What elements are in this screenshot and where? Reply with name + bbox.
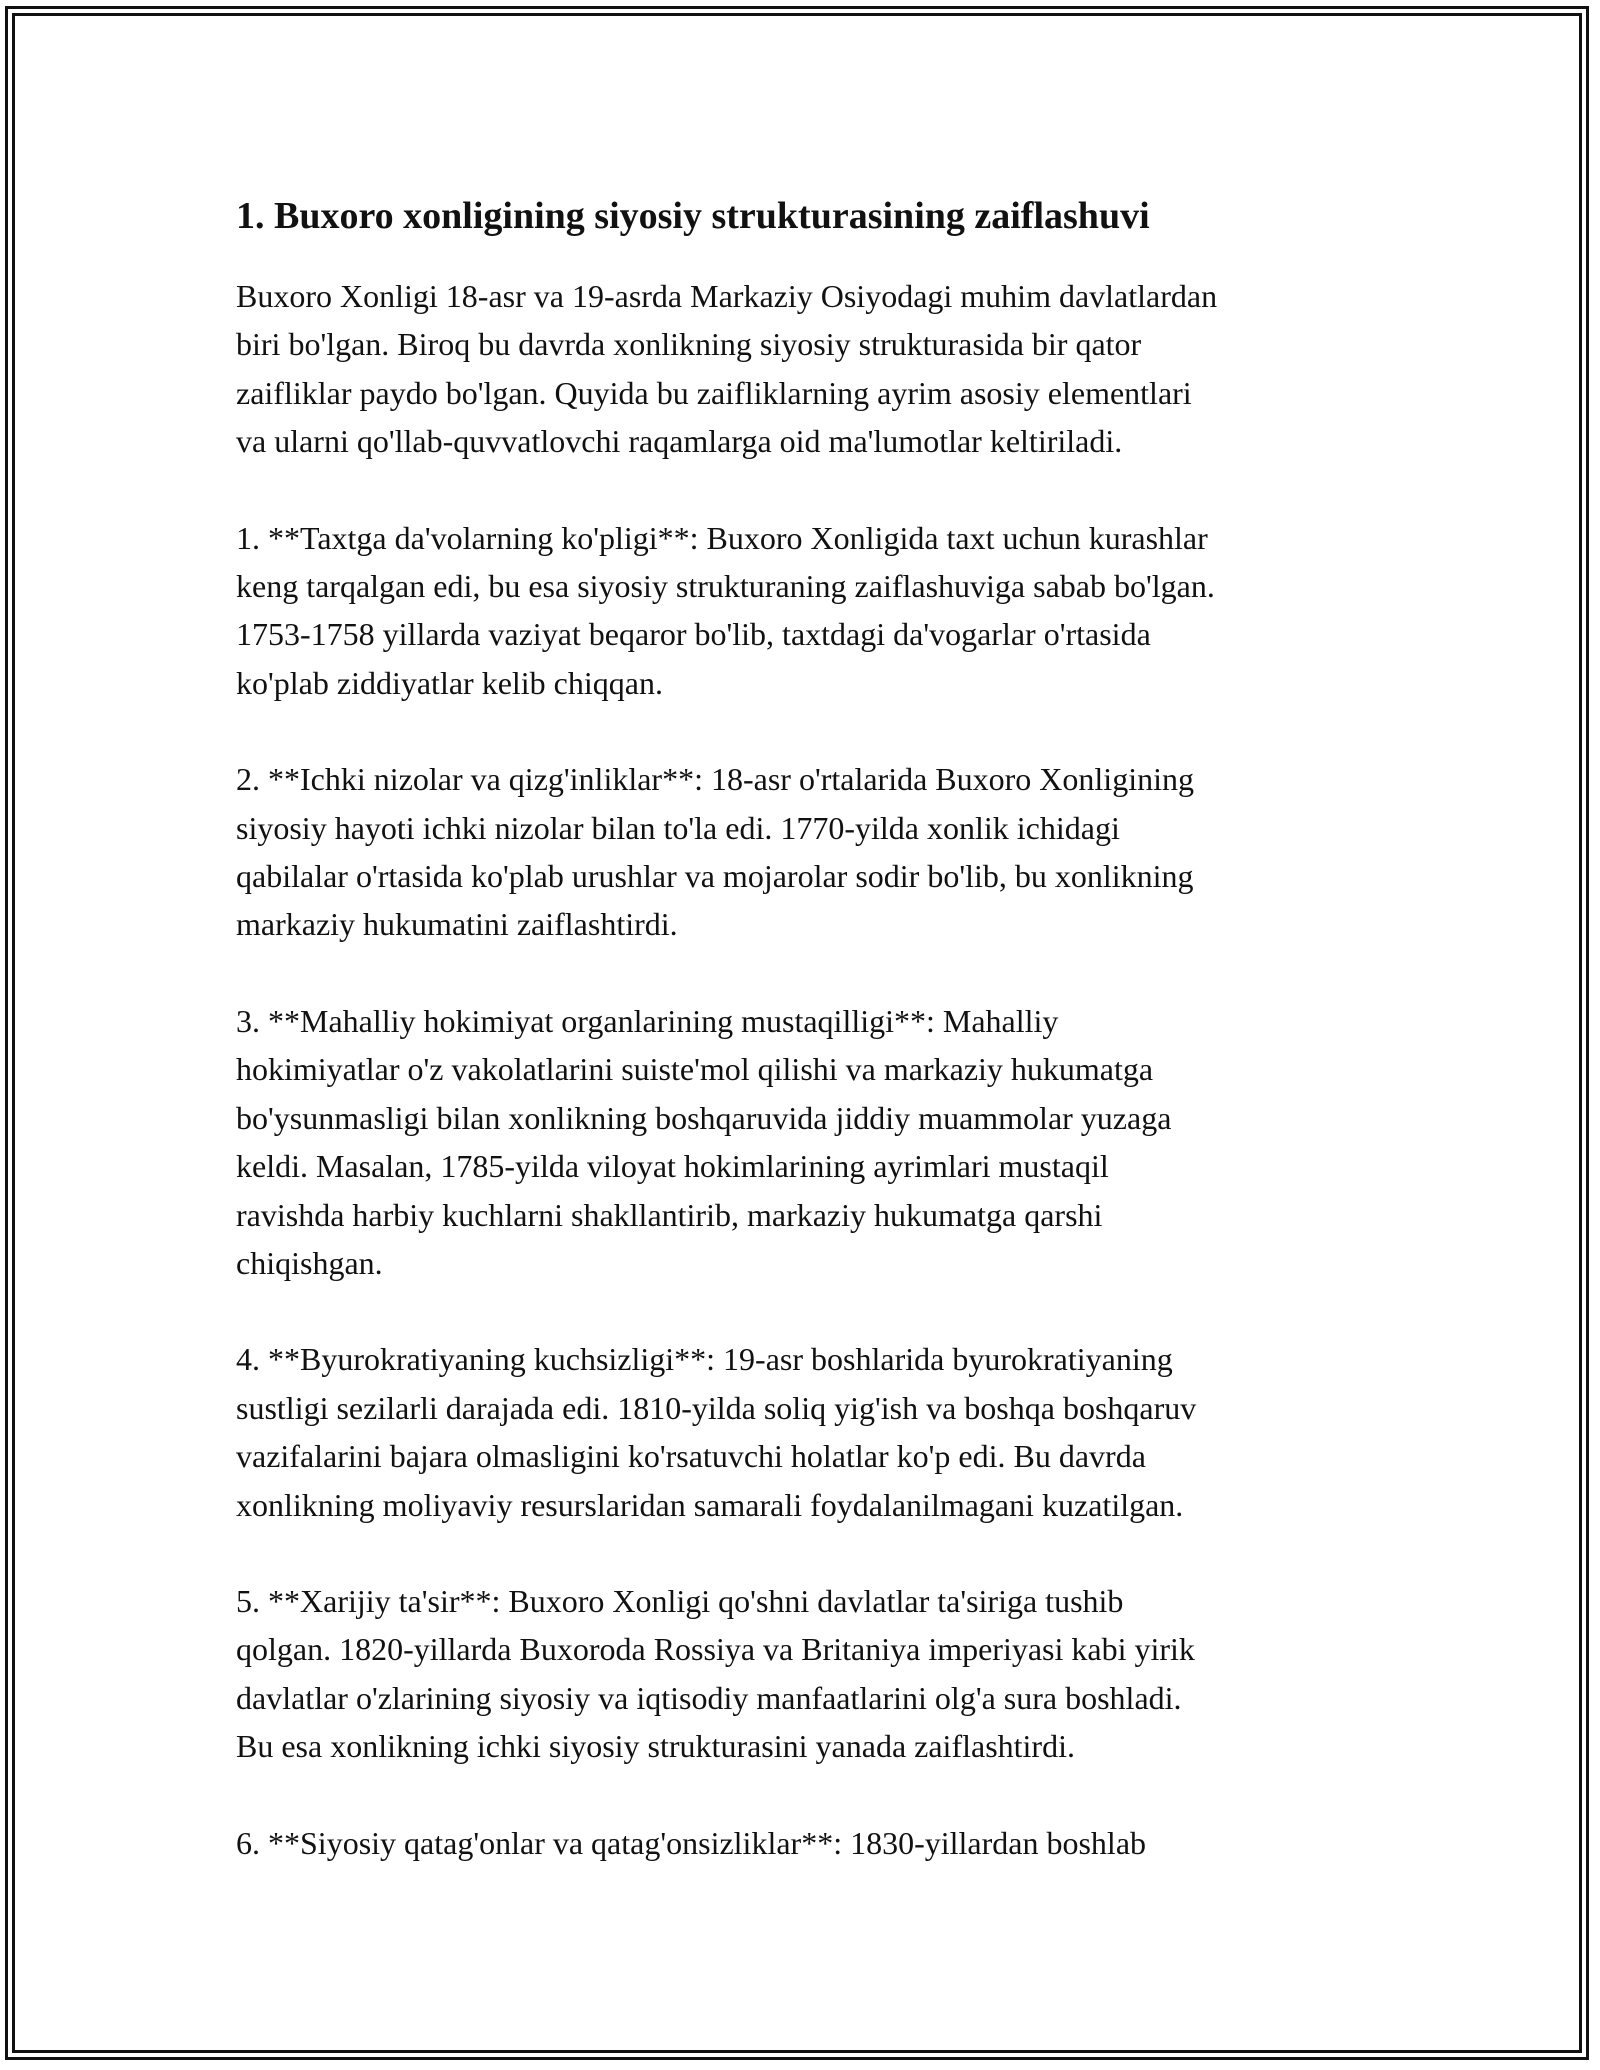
list-item-3: 3. **Mahalliy hokimiyat organlarining mustaqilligi**: Mahalliy hokimiyatlar o'z vakolatlarini suiste'mol qilishi va markaziy hukumatga bo'ysunmasligi bilan xonlikning boshqaruvida jiddiy muammolar yuzaga keldi. Masalan, 1785-yilda viloyat hokimlarining ayrimlari mustaqil ravishda harbiy kuchlarni shakllantirib, markaziy hukumatga qarshi chiqishgan. (236, 1002, 1172, 1281)
list-item-1: 1. **Taxtga da'volarning ko'pligi**: Buxoro Xonligida taxt uchun kurashlar keng tarqalgan edi, bu esa siyosiy strukturaning zaiflashuviga sabab bo'lgan. 1753-1758 yillarda vaziyat beqaror bo'lib, taxtdagi da'vogarlar o'rtasida ko'plab ziddiyatlar kelib chiqqan. (236, 519, 1215, 701)
list-item-5: 5. **Xarijiy ta'sir**: Buxoro Xonligi qo'shni davlatlar ta'siriga tushib qolgan. 1820-yillarda Buxoroda Rossiya va Britaniya imperiyasi kabi yirik davlatlar o'zlarining siyosiy va iqtisodiy manfaatlarini olg'a sura boshladi. Bu esa xonlikning ichki siyosiy strukturasini yanada zaiflashtirdi. (236, 1582, 1195, 1765)
list-item-6: 6. **Siyosiy qatag'onlar va qatag'onsizliklar**: 1830-yillardan boshlab (236, 1824, 1147, 1861)
document-title: 1. Buxoro xonligining siyosiy strukturasining zaiflashuvi (236, 195, 1150, 237)
document-body (236, 186, 1366, 1915)
list-item-4: 4. **Byurokratiyaning kuchsizligi**: 19-asr boshlarida byurokratiyaning sustligi sezilarli darajada edi. 1810-yilda soliq yig'ish va boshqa boshqaruv vazifalarini bajara olmasligini ko'rsatuvchi holatlar ko'p edi. Bu davrda xonlikning moliyaviy resurslaridan samarali foydalanilmagani kuzatilgan. (236, 1341, 1197, 1523)
intro-paragraph: Buxoro Xonligi 18-asr va 19-asrda Markaziy Osiyodagi muhim davlatlardan biri bo'lgan. Biroq bu davrda xonlikning siyosiy strukturasida bir qator zaifliklar paydo bo'lgan. Quyida bu zaifliklarning ayrim asosiy elementlari va ularni qo'llab-quvvatlovchi raqamlarga oid ma'lumotlar keltiriladi. (236, 278, 1218, 460)
list-item-2: 2. **Ichki nizolar va qizg'inliklar**: 18-asr o'rtalarida Buxoro Xonligining siyosiy hayoti ichki nizolar bilan to'la edi. 1770-yilda xonlik ichidagi qabilalar o'rtasida ko'plab urushlar va mojarolar sodir bo'lib, bu xonlikning markaziy hukumatini zaiflashtirdi. (236, 761, 1194, 943)
